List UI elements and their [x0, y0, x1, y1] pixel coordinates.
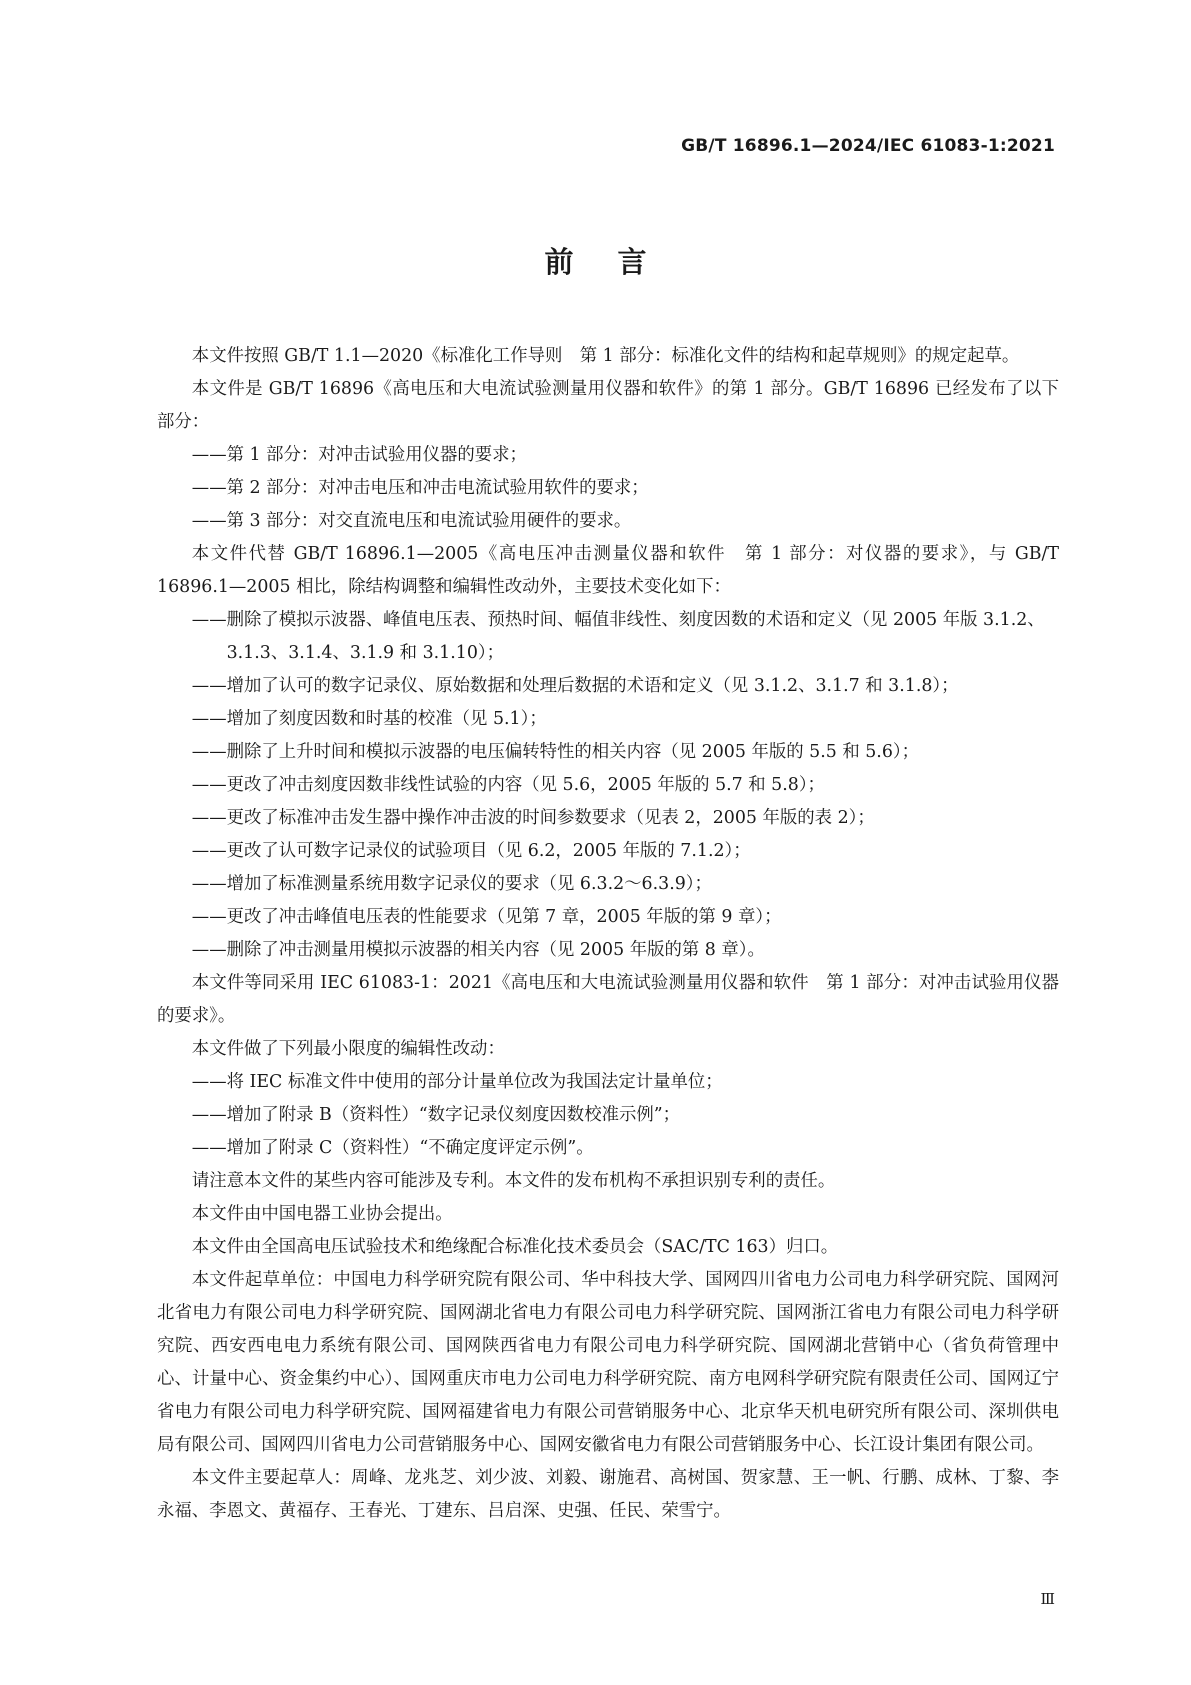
list-item-change: ——删除了上升时间和模拟示波器的电压偏转特性的相关内容（见 2005 年版的 5.5 和 5.6）； [191, 742, 919, 762]
list-item-part-2: ——第 2 部分：对冲击电压和冲击电流试验用软件的要求； [191, 478, 649, 498]
list-item-change: ——增加了认可的数字记录仪、原始数据和处理后数据的术语和定义（见 3.1.2、3.1.7 和 3.1.8）； [191, 676, 959, 696]
paragraph-proposed-by: 本文件由中国电器工业协会提出。 [191, 1204, 453, 1224]
paragraph-drafters: 本文件主要起草人：周峰、龙兆芝、刘少波、刘毅、谢施君、高树国、贺家慧、王一帆、行鹏、成林、丁黎、李永福、李恩文、黄福存、王春光、丁建东、吕启深、史强、任民、荣雪宁。 [157, 1468, 1059, 1521]
paragraph-replaces: 本文件代替 GB/T 16896.1—2005《高电压冲击测量仪器和软件 第 1 部分：对仪器的要求》，与 GB/T 16896.1—2005 相比，除结构调整和编辑性改动外，主要技术变化如下： [157, 544, 1059, 597]
list-item-change: ——删除了冲击测量用模拟示波器的相关内容（见 2005 年版的第 8 章）。 [191, 940, 765, 960]
list-item-change: ——删除了模拟示波器、峰值电压表、预热时间、幅值非线性、刻度因数的术语和定义（见 2005 年版 3.1.2、3.1.3、3.1.4、3.1.9 和 3.1.10）； [191, 610, 1045, 663]
page-title: 前言 [544, 245, 691, 279]
paragraph-identical-adoption: 本文件等同采用 IEC 61083-1：2021《高电压和大电流试验测量用仪器和软件 第 1 部分：对冲击试验用仪器的要求》。 [157, 973, 1059, 1026]
list-item-change: ——更改了标准冲击发生器中操作冲击波的时间参数要求（见表 2，2005 年版的表 2）； [191, 808, 875, 828]
list-item-editorial: ——将 IEC 标准文件中使用的部分计量单位改为我国法定计量单位； [191, 1072, 723, 1092]
standard-number: GB/T 16896.1—2024/IEC 61083-1:2021 [681, 136, 1055, 156]
list-item-change: ——更改了认可数字记录仪的试验项目（见 6.2，2005 年版的 7.1.2）； [191, 841, 751, 861]
page-number: Ⅲ [1040, 1590, 1055, 1608]
paragraph-drafting-rules: 本文件按照 GB/T 1.1—2020《标准化工作导则 第 1 部分：标准化文件的结构和起草规则》的规定起草。 [191, 346, 1020, 366]
paragraph-under-jurisdiction: 本文件由全国高电压试验技术和绝缘配合标准化技术委员会（SAC/TC 163）归口。 [191, 1237, 839, 1257]
list-item-change: ——增加了刻度因数和时基的校准（见 5.1）； [191, 709, 547, 729]
list-item-part-3: ——第 3 部分：对交直流电压和电流试验用硬件的要求。 [191, 511, 632, 531]
foreword-body [157, 340, 1059, 1528]
paragraph-editorial-changes: 本文件做了下列最小限度的编辑性改动： [191, 1039, 505, 1059]
list-item-change: ——增加了标准测量系统用数字记录仪的要求（见 6.3.2～6.3.9）； [191, 874, 712, 894]
list-item-part-1: ——第 1 部分：对冲击试验用仪器的要求； [191, 445, 527, 465]
list-item-change: ——更改了冲击峰值电压表的性能要求（见第 7 章，2005 年版的第 9 章）； [191, 907, 782, 927]
paragraph-drafting-units: 本文件起草单位：中国电力科学研究院有限公司、华中科技大学、国网四川省电力公司电力科学研究院、国网河北省电力有限公司电力科学研究院、国网湖北省电力有限公司电力科学研究院、国网浙江省电力有限公司电力科学研究院、西安西电电力系统有限公司、国网陕西省电力有限公司电力科学研究院、国网湖北营销中心（省负荷管理中心、计量中心、资金集约中心）、国网重庆市电力公司电力科学研究院、南方电网科学研究院有限责任公司、国网辽宁省电力有限公司电力科学研究院、国网福建省电力有限公司营销服务中心、北京华天机电研究所有限公司、深圳供电局有限公司、国网四川省电力公司营销服务中心、国网安徽省电力有限公司营销服务中心、长江设计集团有限公司。 [157, 1270, 1059, 1455]
list-item-editorial: ——增加了附录 C（资料性）“不确定度评定示例”。 [191, 1138, 594, 1158]
list-item-editorial: ——增加了附录 B（资料性）“数字记录仪刻度因数校准示例”； [191, 1105, 681, 1125]
list-item-change: ——更改了冲击刻度因数非线性试验的内容（见 5.6，2005 年版的 5.7 和 5.8）； [191, 775, 825, 795]
paragraph-patent-notice: 请注意本文件的某些内容可能涉及专利。本文件的发布机构不承担识别专利的责任。 [191, 1171, 836, 1191]
paragraph-series-parts: 本文件是 GB/T 16896《高电压和大电流试验测量用仪器和软件》的第 1 部分。GB/T 16896 已经发布了以下部分： [157, 379, 1059, 432]
